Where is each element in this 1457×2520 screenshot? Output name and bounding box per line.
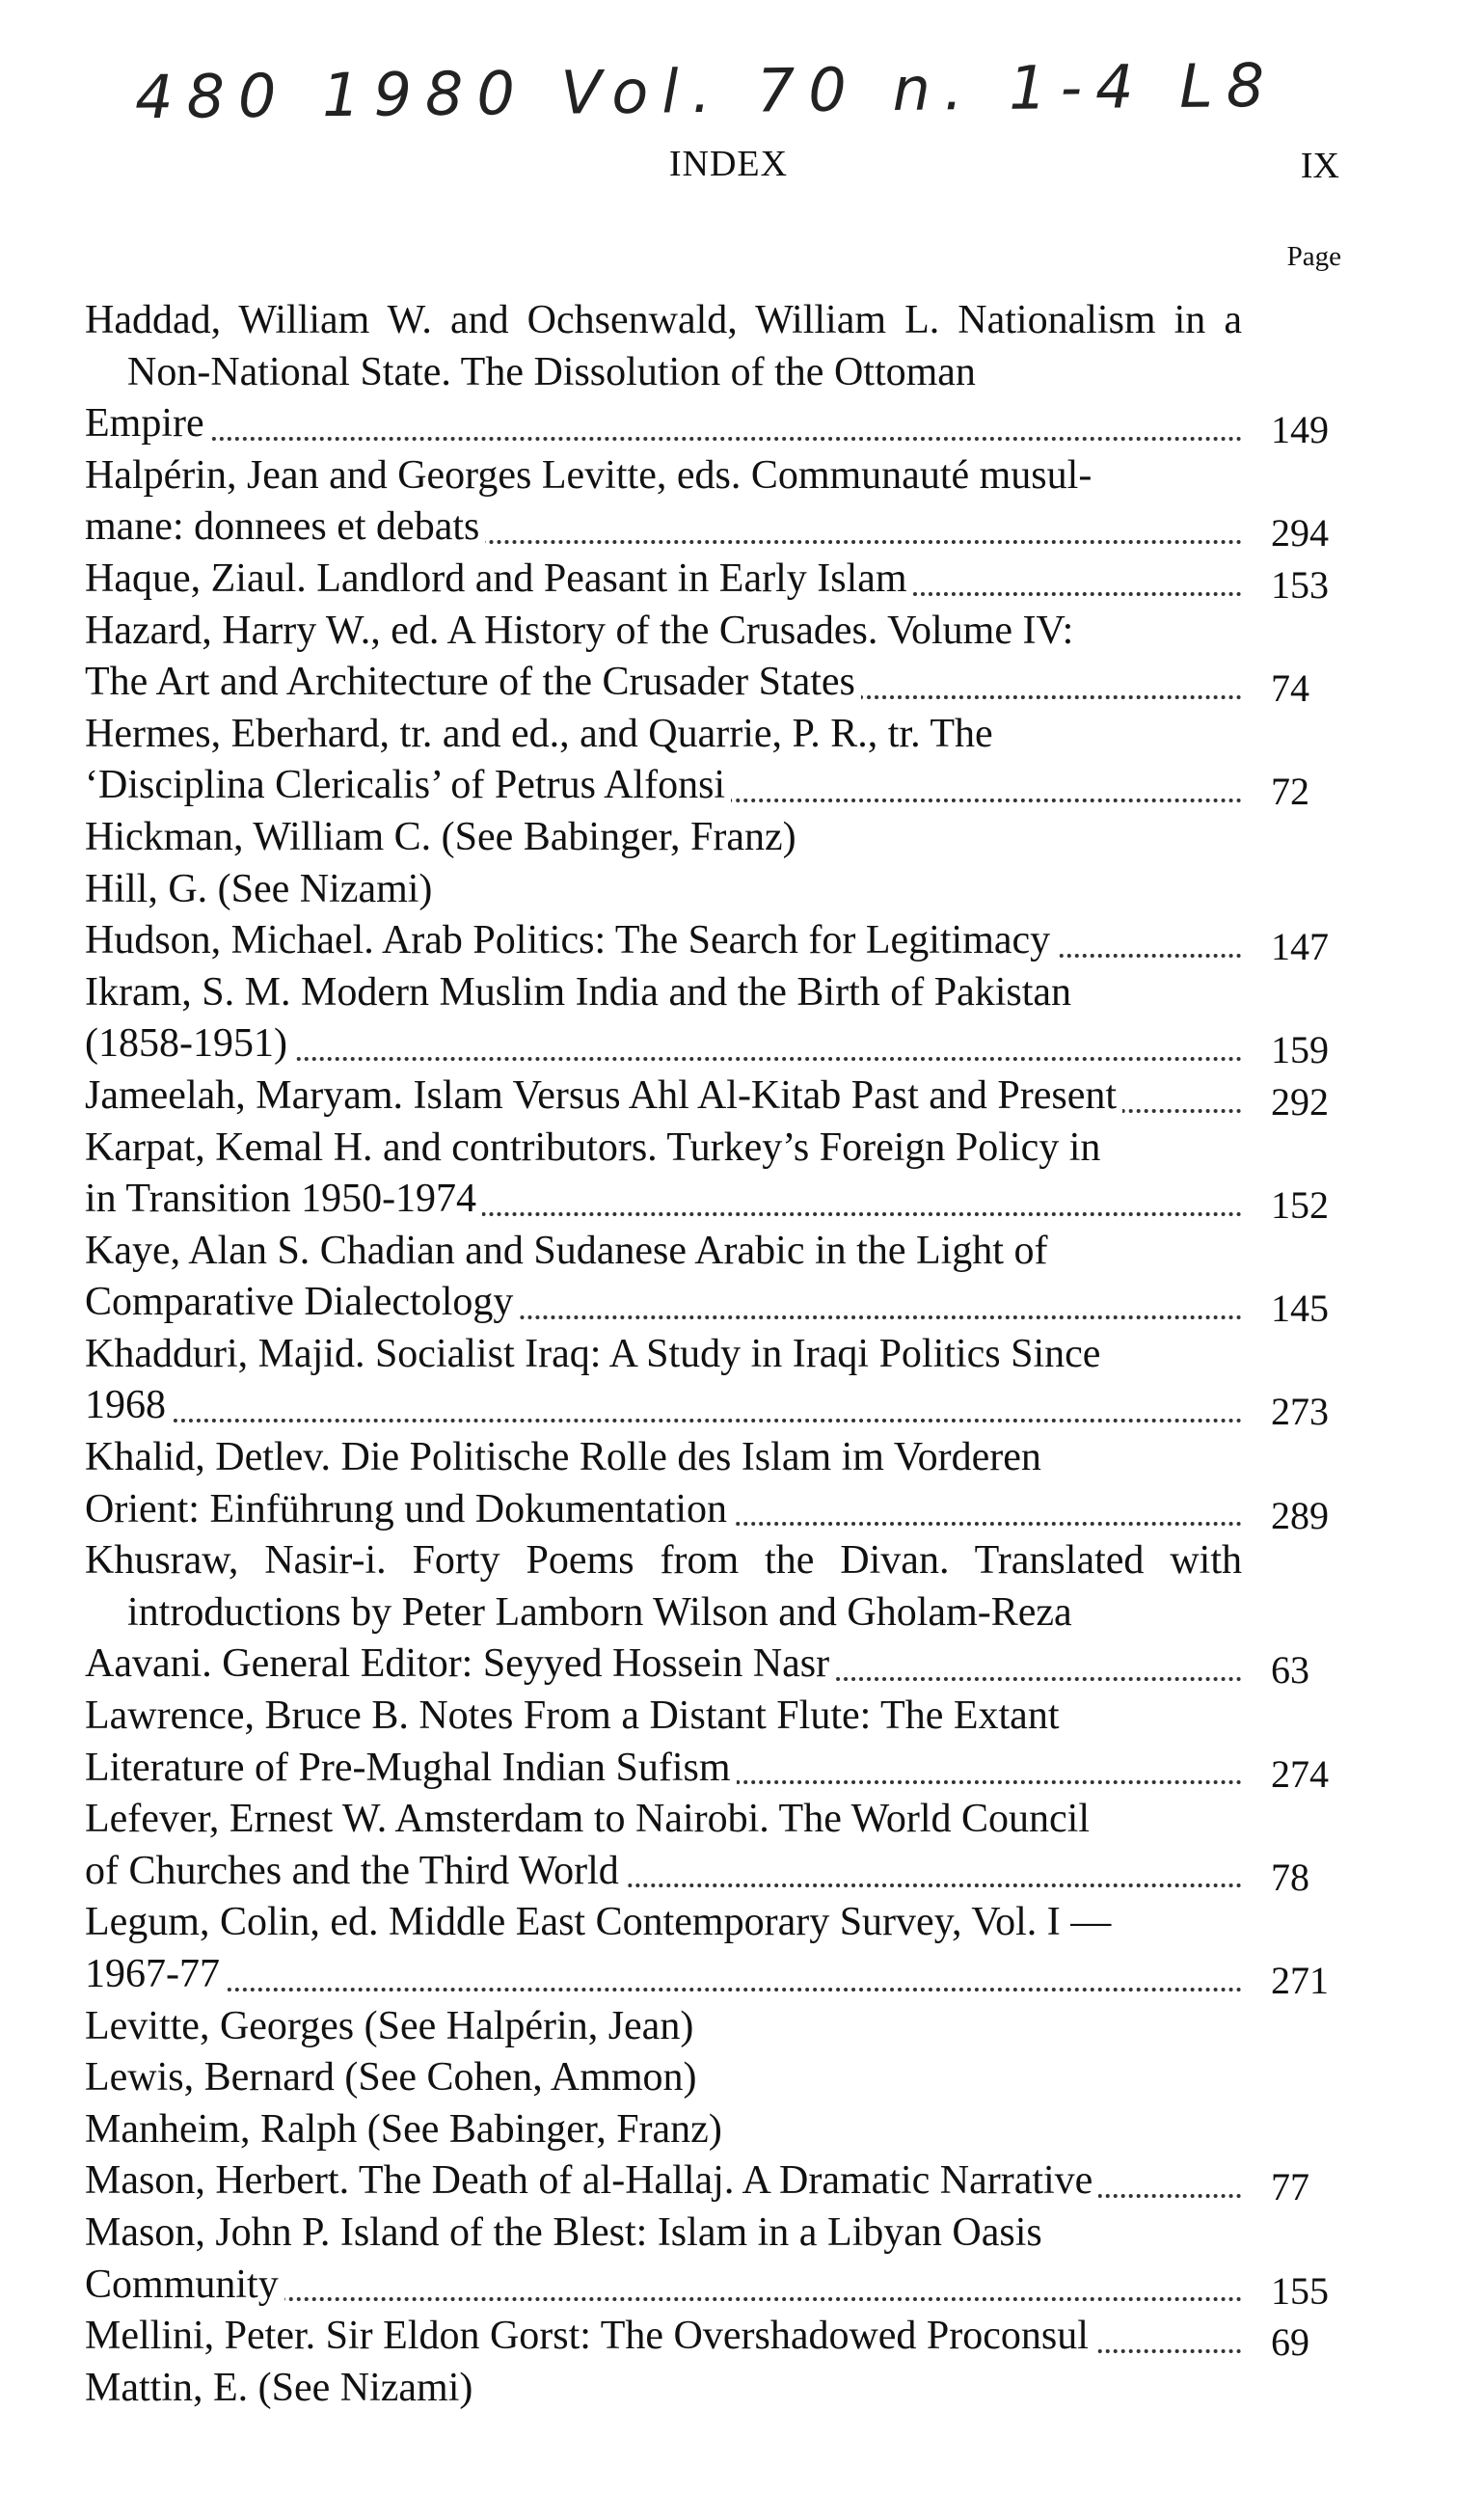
index-entry-text: Hill, G. (See Nizami) [85,866,433,911]
index-entry-leader-line [85,2260,1242,2312]
index-entry-text: Kaye, Alan S. Chadian and Sudanese Arabic in the Light of [85,1228,1048,1273]
index-entry [85,915,1358,967]
index-entry-text: Lewis, Bernard (See Cohen, Ammon) [85,2055,697,2100]
index-entry-final-line: Aavani. General Editor: Seyyed Hossein Nasr [85,1641,835,1686]
running-head-title: INDEX [668,144,789,184]
index-entry-page-number: 152 [1271,1183,1329,1228]
index-entry [85,1329,1358,1432]
index-entry [85,2052,1358,2104]
index-entry-page-number: 147 [1271,925,1329,969]
index-entry-text: Lawrence, Bruce B. Notes From a Distant Flute: The Extant [85,1694,1060,1739]
index-entry-text: Khusraw, Nasir-i. Forty Poems from the Divan. Translated with introductions by Peter Lamborn Wilson and Gholam-Reza [85,1538,1242,1635]
index-entry-final-line: Hudson, Michael. Arab Politics: The Search for Legitimacy [85,918,1056,962]
index-entry-final-line: Orient: Einführung und Dokumentation [85,1487,733,1531]
index-entry [85,1123,1358,1226]
dot-leader [127,1419,1242,1423]
index-entry-final-line: of Churches and the Third World [85,1849,625,1893]
index-entry-text: Haddad, William W. and Ochsenwald, William L. Nationalism in a Non-National State. The Dissolution of the Ottoman [85,298,1242,394]
index-entry [85,1691,1358,1794]
index-entry-text: Mason, John P. Island of the Blest: Islam in a Libyan Oasis [85,2209,1042,2255]
index-entry-page-number: 289 [1271,1493,1329,1537]
index-entry-leader-line [85,1484,1242,1536]
index-entry-leader-line [85,915,1242,967]
index-entry-leader-line [85,1070,1242,1123]
index-entry-leader-line [85,2311,1242,2363]
index-entry-page-number: 274 [1271,1751,1329,1796]
index-entry-leader-line [85,501,1242,554]
index-entry-page-number: 292 [1271,1079,1329,1124]
page-number: IX [1300,146,1339,186]
index-entry-text: Khadduri, Majid. Socialist Iraq: A Study in Iraqi Politics Since [85,1331,1101,1376]
page-column-header: Page [1286,241,1341,272]
index-entry [85,1535,1358,1691]
dot-leader [127,1057,1242,1061]
index-entry-page-number: 159 [1271,1028,1329,1072]
index-entry [85,2155,1358,2208]
index-entry-leader-line [85,657,1242,709]
index-entry [85,1226,1358,1329]
index-entry-leader-line [85,554,1242,606]
index-entry-text: Levitte, Georges (See Halpérin, Jean) [85,2003,694,2048]
index-entry-leader-line [85,1380,1242,1432]
index-entry [85,606,1358,709]
index-entry [85,2104,1358,2156]
index-entry-leader-line [85,1743,1242,1795]
index-entry-final-line: Literature of Pre-Mughal Indian Sufism [85,1746,737,1790]
index-entry [85,2363,1358,2415]
index-entry-text: Hickman, William C. (See Babinger, Franz) [85,814,796,859]
index-entry-page-number: 155 [1271,2268,1329,2313]
index-entry-page-number: 69 [1271,2320,1309,2365]
running-head [0,143,1457,191]
index-entry [85,812,1358,864]
index-entry-page-number: 294 [1271,511,1329,555]
index-entry-text: Hermes, Eberhard, tr. and ed., and Quarrie, P. R., tr. The [85,711,993,756]
index-entry [85,864,1358,916]
index-entry [85,2208,1358,2311]
index-entry-leader-line [85,760,1242,812]
index-entry-final-line: Mason, Herbert. The Death of al-Hallaj. A Dramatic Narrative [85,2158,1098,2203]
index-entry [85,1070,1358,1123]
index-entry [85,967,1358,1070]
index-entry-leader-line [85,398,1242,450]
index-entry-text: Karpat, Kemal H. and contributors. Turkey’s Foreign Policy in [85,1125,1101,1170]
index-entry [85,554,1358,606]
index-entry-text: Halpérin, Jean and Georges Levitte, eds. Communauté musul- [85,452,1093,498]
index-entry-leader-line [85,1639,1242,1691]
index-entry-leader-line [85,1018,1242,1070]
index-entry-page-number: 63 [1271,1648,1309,1693]
index-entry-final-line: Jameelah, Maryam. Islam Versus Ahl Al-Kitab Past and Present [85,1073,1122,1118]
index-entry-leader-line [85,1846,1242,1898]
dot-leader [127,2297,1242,2301]
index-entry-page-number: 78 [1271,1855,1309,1899]
index-entry-final-line: The Art and Architecture of the Crusader States [85,660,861,704]
index-entry [85,2311,1358,2363]
index-entries [85,295,1358,2414]
dot-leader [127,437,1242,441]
index-entry-leader-line [85,1277,1242,1329]
index-entry-text: Lefever, Ernest W. Amsterdam to Nairobi. The World Council [85,1797,1091,1842]
index-entry [85,295,1358,450]
index-entry-text: Manheim, Ralph (See Babinger, Franz) [85,2106,722,2152]
index-entry [85,2001,1358,2053]
index-entry-page-number: 149 [1271,408,1329,452]
index-entry-page-number: 77 [1271,2165,1309,2209]
index-entry-leader-line [85,1949,1242,2001]
index-entry-final-line: (1858-1951) [85,1021,293,1066]
index-entry-leader-line [85,1174,1242,1226]
index-entry-text: Khalid, Detlev. Die Politische Rolle des Islam im Vorderen [85,1435,1041,1480]
index-entry-final-line: ‘Disciplina Clericalis’ of Petrus Alfonsi [85,763,731,807]
index-entry-page-number: 153 [1271,562,1329,607]
index-entry-text: Hazard, Harry W., ed. A History of the Crusades. Volume IV: [85,608,1074,653]
index-entry-text: Mattin, E. (See Nizami) [85,2365,473,2410]
index-entry-page-number: 145 [1271,1287,1329,1331]
index-entry-final-line: 1968 [85,1383,172,1427]
index-entry [85,1794,1358,1897]
index-entry-final-line: mane: donnees et debats [85,504,485,549]
dot-leader [127,1988,1242,1992]
index-entry-leader-line [85,2155,1242,2208]
index-entry-final-line: 1967-77 [85,1952,226,1996]
index-entry-final-line: Haque, Ziaul. Landlord and Peasant in Early Islam [85,556,913,601]
index-entry-final-line: Community [85,2263,284,2307]
index-entry-final-line: Comparative Dialectology [85,1280,519,1324]
index-entry [85,1897,1358,2000]
index-entry [85,709,1358,812]
index-entry-page-number: 72 [1271,770,1309,814]
index-entry-page-number: 273 [1271,1390,1329,1434]
index-entry-page-number: 74 [1271,666,1309,711]
index-entry-final-line: Mellini, Peter. Sir Eldon Gorst: The Overshadowed Proconsul [85,2314,1094,2358]
index-entry-final-line: Empire [85,401,210,446]
index-entry-final-line: in Transition 1950-1974 [85,1177,482,1221]
index-entry-text: Ikram, S. M. Modern Muslim India and the Birth of Pakistan [85,969,1072,1015]
index-entry [85,1432,1358,1535]
index-entry-page-number: 271 [1271,1959,1329,2002]
handwritten-call-number: 480 1980 Vol. 70 n. 1-4 L8 [134,49,1279,133]
index-entry-text: Legum, Colin, ed. Middle East Contemporary Survey, Vol. I — [85,1900,1112,1945]
index-entry [85,450,1358,554]
